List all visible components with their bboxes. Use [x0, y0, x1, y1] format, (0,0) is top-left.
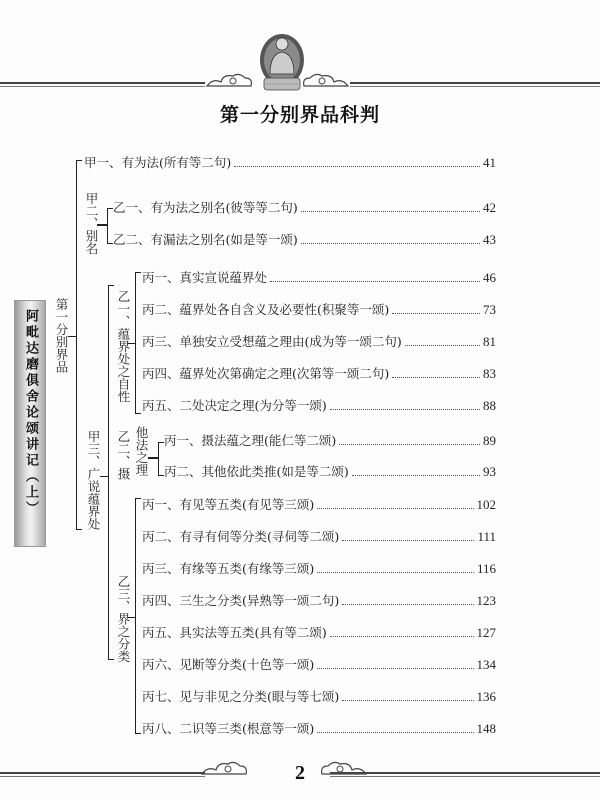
- toc-entry[interactable]: 丙一、真实宣说蕴界处 46: [142, 270, 496, 285]
- toc-entry[interactable]: 丙三、单独安立受想蕴之理由(成为等一颂二句) 81: [142, 334, 496, 349]
- toc-entry[interactable]: 丙四、蕴界处次第确定之理(次第等一颂二句) 83: [142, 366, 496, 381]
- toc-entry[interactable]: 丙五、具实法等五类(具有等二颂) 127: [142, 625, 496, 640]
- toc-entry[interactable]: 丙二、有寻有伺等分类(寻伺等二颂) 111: [142, 529, 496, 544]
- toc-entry[interactable]: 乙二、有漏法之别名(如是等一颂) 43: [113, 232, 496, 247]
- section-jia2-label: 甲二、别名: [84, 192, 99, 255]
- page-title: 第一分别界品科判: [219, 104, 380, 126]
- root-bracket: [76, 160, 82, 530]
- toc-entry[interactable]: 甲一、有为法(所有等二句) 41: [84, 155, 496, 170]
- toc-entry[interactable]: 丙五、二处决定之理(为分等一颂) 88: [142, 398, 496, 413]
- toc-entry[interactable]: 丙一、摄法蕴之理(能仁等二颂) 89: [164, 433, 496, 448]
- toc-entry[interactable]: 丙二、其他依此类推(如是等二颂) 93: [164, 464, 496, 479]
- cloud-left-icon: [205, 70, 255, 90]
- section-yi1-label: 乙一、蕴界处之自性: [116, 290, 131, 403]
- toc-entry[interactable]: 丙三、有缘等五类(有缘等三颂) 116: [142, 561, 496, 576]
- root-label: 第一分别界品: [54, 298, 69, 373]
- buddha-icon: [256, 30, 308, 96]
- toc-entry[interactable]: 乙一、有为法之别名(彼等等二句) 42: [113, 200, 496, 215]
- page-number: 2: [295, 762, 305, 784]
- section-jia3-label: 甲三、广说蕴界处: [86, 430, 101, 530]
- section-yi2-label: 乙二、摄: [116, 430, 131, 480]
- book-title: 阿毗达磨俱舍论颂讲记（上）: [23, 309, 38, 517]
- section-yi2-sublabel: 他法之理: [134, 426, 149, 476]
- toc-entry[interactable]: 丙七、见与非见之分类(眼与等七颂) 136: [142, 689, 496, 704]
- toc-entry[interactable]: 丙八、二识等三类(根意等一颂) 148: [142, 721, 496, 736]
- toc-entry[interactable]: 丙六、见断等分类(十色等一颂) 134: [142, 657, 496, 672]
- book-title-tab: [14, 300, 46, 547]
- toc-entry[interactable]: 丙二、蕴界处各自含义及必要性(积聚等一颂) 73: [142, 302, 496, 317]
- toc-entry[interactable]: 丙四、三生之分类(异熟等一颂二句) 123: [142, 593, 496, 608]
- section-yi3-label: 乙三、界之分类: [116, 575, 131, 663]
- toc-entry[interactable]: 丙一、有见等五类(有见等三颂) 102: [142, 497, 496, 512]
